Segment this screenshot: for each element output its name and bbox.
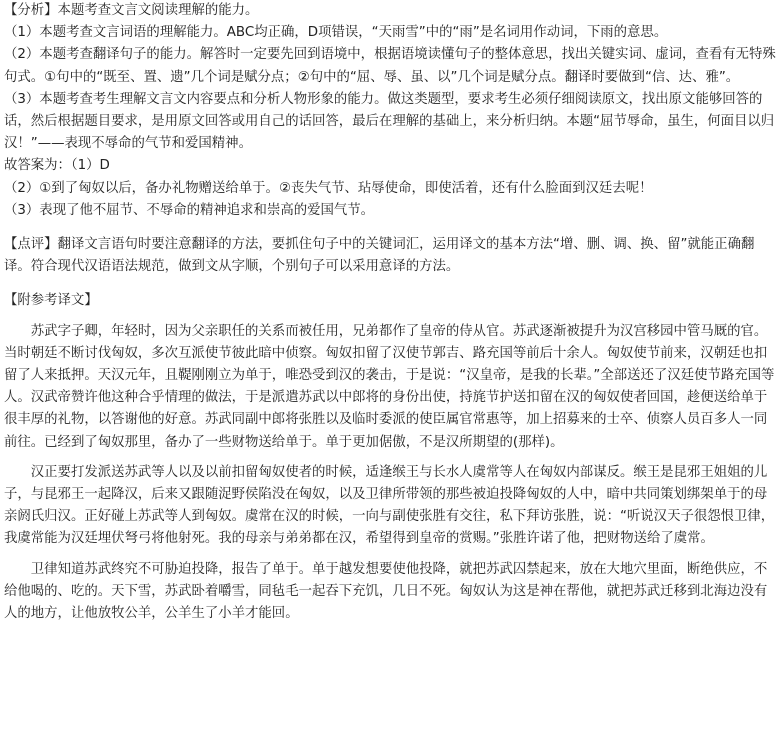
analysis-item-1: （1）本题考查文言词语的理解能力。ABC均正确，D项错误，“天雨雪”中的“雨”是名词用作动词，下雨的意思。 [4,25,668,41]
analysis-item-3: （3）本题考查考生理解文言文内容要点和分析人物形象的能力。做这类题型，要求考生必须仔细阅读原文，找出原文能够回答的话，然后根据题目要求，是用原文回答或用自己的话回答，最后在理解的基础上，来分析归纳。本题“屈节辱命，虽生，何面目以归汉！”——表现不辱命的气节和爱国精神。 [4,91,775,152]
analysis-header: 【分析】本题考查文言文阅读理解的能力。 [4,3,259,18]
comment-text: 【点评】翻译文言语句时要注意翻译的方法，要抓住句子中的关键词汇，运用译文的基本方法“增、删、调、换、留”就能正确翻译。符合现代汉语语法规范，做到文从字顺，个别句子可以采用意译的方法。 [4,237,755,275]
answer-label: 故答案为：（1）D [4,158,110,174]
translation-paragraph-2: 汉正要打发派送苏武等人以及以前扣留匈奴使者的时候，适逢缑王与长水人虞常等人在匈奴内部谋反。缑王是昆邪王姐姐的儿子，与昆邪王一起降汉，后来又跟随浞野侯陷没在匈奴，以及卫律所带领的那些被迫投降匈奴的人中，暗中共同策划绑架单于的母亲阏氏归汉。正好碰上苏武等人到匈奴。虞常在汉的时候，一向与副使张胜有交往，私下拜访张胜，说：“听说汉天子很怨恨卫律，我虞常能为汉廷埋伏弩弓将他射死。我的母亲与弟弟都在汉，希望得到皇帝的赏赐。”张胜许诺了他，把财物送给了虞常。 [4,464,775,547]
answer-2: （2）①到了匈奴以后，备办礼物赠送给单于。②丧失气节、玷辱使命，即使活着，还有什么脸面到汉廷去呢！ [4,180,653,196]
comment-section [4,234,776,278]
translation-header: 【附参考译文】 [4,293,98,309]
analysis-section [4,0,776,222]
translation-paragraph-3: 卫律知道苏武终究不可胁迫投降，报告了单于。单于越发想要使他投降，就把苏武囚禁起来，放在大地穴里面，断绝供应，不给他喝的、吃的。天下雪，苏武卧着嚼雪，同毡毛一起吞下充饥，几日不死。匈奴认为这是神在帮他，就把苏武迁移到北海边没有人的地方，让他放牧公羊，公羊生了小羊才能回。 [4,561,768,622]
translation-paragraph-1: 苏武字子卿，年轻时，因为父亲职任的关系而被任用，兄弟都作了皇帝的侍从官。苏武逐渐被提升为汉宫移园中管马厩的官。当时朝廷不断讨伐匈奴，多次互派使节彼此暗中侦察。匈奴扣留了汉使节郭吉、路充国等前后十余人。匈奴使节前来，汉朝廷也扣留了人来抵押。天汉元年，且鞮刚刚立为单于，唯恐受到汉的袭击，于是说：“汉皇帝，是我的长辈。”全部送还了汉廷使节路充国等人。汉武帝赞许他这种合乎情理的做法，于是派遣苏武以中郎将的身份出使，持旄节护送扣留在汉的匈奴使者回国，趁便送给单于很丰厚的礼物，以答谢他的好意。苏武同副中郎将张胜以及临时委派的使臣属官常惠等，加上招募来的士卒、侦察人员百多人一同前往。已经到了匈奴那里，备办了一些财物送给单于。单于更加倨傲，不是汉所期望的(那样)。 [4,323,775,450]
analysis-item-2: （2）本题考查翻译句子的能力。解答时一定要先回到语境中，根据语境读懂句子的整体意思，找出关键实词、虚词，查看有无特殊句式。①句中的“既至、置、遗”几个词是赋分点；②句中的“屈、辱、虽、以”几个词是赋分点。翻译时要做到“信、达、雅”。 [4,47,776,85]
translation-section [4,290,776,625]
answer-3: （3）表现了他不屈节、不辱命的精神追求和崇高的爱国气节。 [4,202,375,218]
